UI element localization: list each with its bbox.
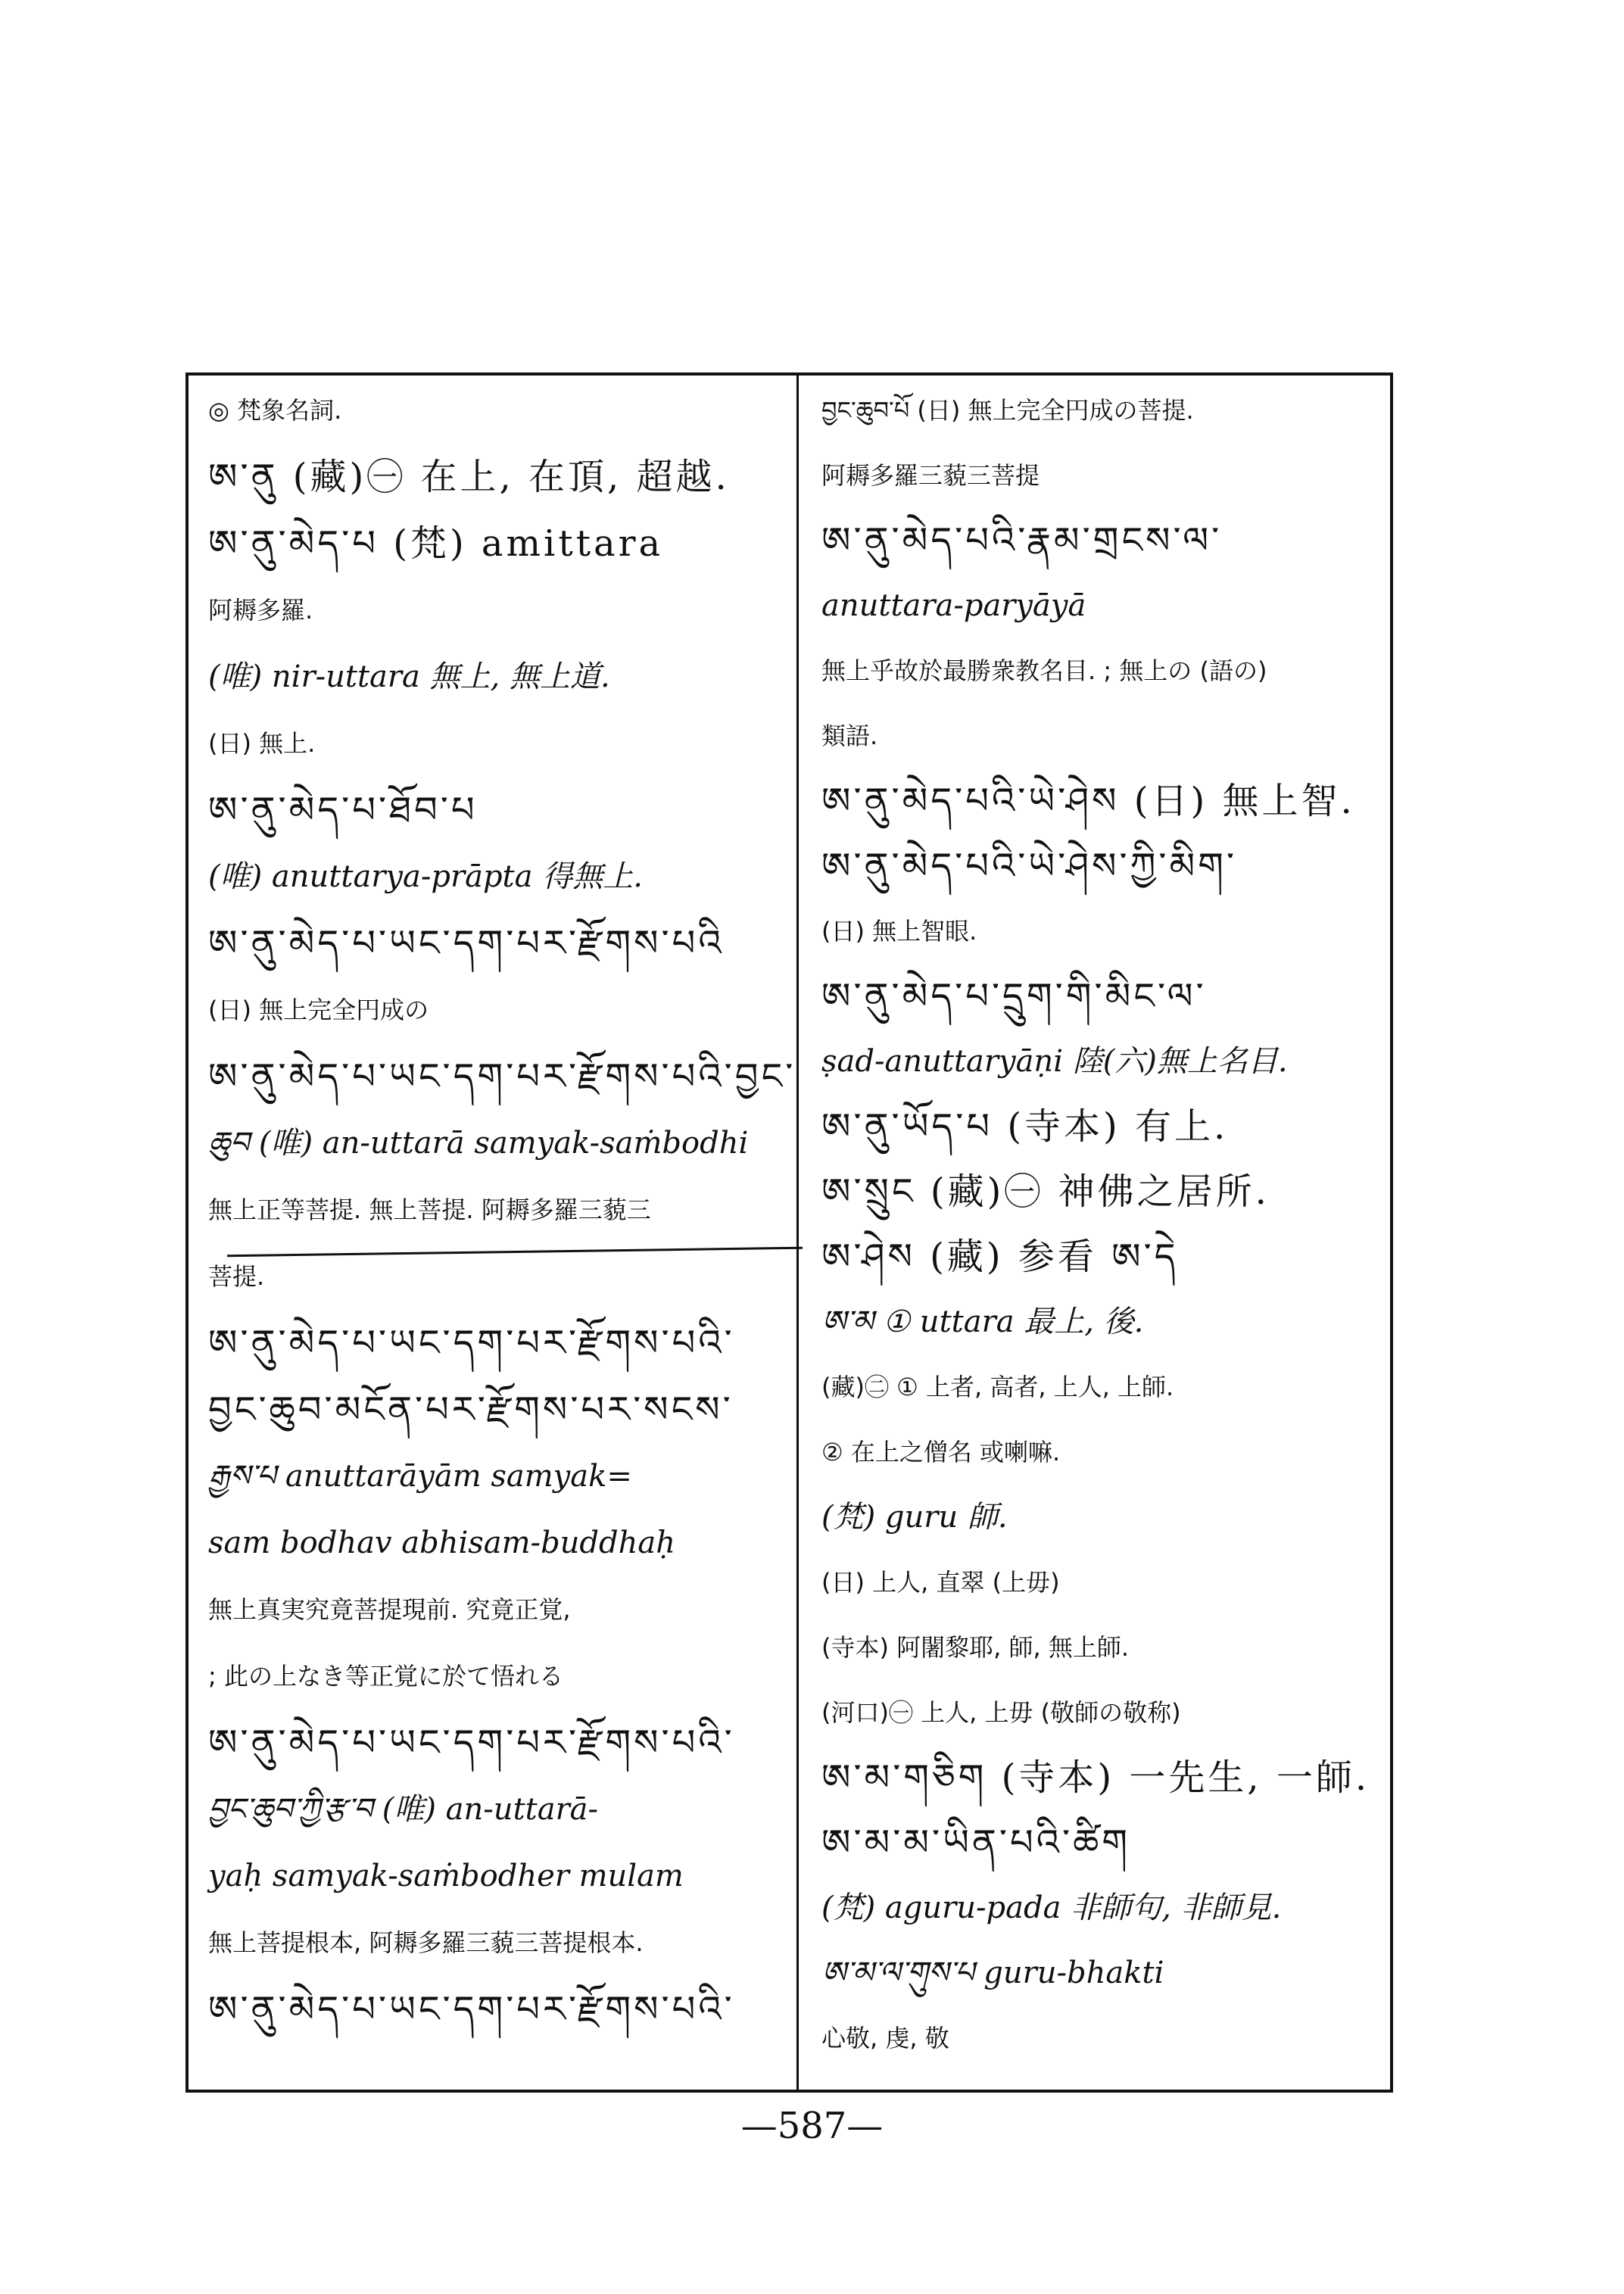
right-column-line: ཨ་ནུ་མེད་པ་དྲུག་གི་མིང་ལ་	[821, 975, 1207, 1018]
right-column-line: (日) 上人, 直翠 (上毋)	[821, 1568, 1060, 1597]
right-column-line: ཨ་ནུ་མེད་པའི་ཡེ་ཤེས (日) 無上智.	[821, 780, 1355, 822]
right-column-line: ② 在上之僧名 或喇嘛.	[821, 1438, 1061, 1466]
right-column-line: 類語.	[821, 722, 878, 750]
left-column-line: ཨ་ནུ་མེད་པ་ཡང་དག་པར་རྫོགས་པའི་བྱང་	[208, 1055, 796, 1098]
left-column-line: ཨ་ནུ་མེད་པ་ཡང་དག་པར་རྫོགས་པའི	[208, 922, 725, 965]
left-column-line: (日) 無上完全円成の	[208, 996, 429, 1024]
left-column-line: 菩提.	[208, 1262, 265, 1291]
right-column-line: ཨ་མ་ལ་གུས་པ guru-bhakti	[821, 1956, 1164, 1990]
right-column-line: ཨ་ནུ་ཡོད་པ (寺本) 有上.	[821, 1105, 1229, 1148]
right-column-line: ཨ་ནུ་མེད་པའི་ཡེ་ཤེས་ཀྱི་མིག་	[821, 845, 1238, 887]
right-column-line: ཨ་སྲུང (藏)㊀ 神佛之居所.	[821, 1170, 1270, 1213]
column-divider	[796, 372, 799, 2093]
right-column-line: ཨ་མ་གཅིག (寺本) 一先生, 一師.	[821, 1756, 1370, 1799]
left-column-line: 無上真実究竟菩提現前. 究竟正覚,	[208, 1595, 571, 1624]
left-column-line: ཨ་ནུ་མེད་པ་ཡང་དག་པར་རྫོགས་པའི་	[208, 1988, 735, 2031]
left-column-line: yaḥ samyak-saṁbodher mulam	[208, 1859, 684, 1893]
left-column-line: ཨ་ནུ་མེད་པ (梵) amittara	[208, 522, 664, 565]
left-column-line: (唯) anuttarya-prāpta 得無上.	[208, 859, 643, 894]
left-column-line: 無上菩提根本, 阿耨多羅三藐三菩提根本.	[208, 1928, 644, 1957]
right-column-line: ṣad-anuttaryāṇi 陸(六)無上名目.	[821, 1044, 1288, 1079]
left-column-line: ཆུབ (唯) an-uttarā samyak-saṁbodhi	[208, 1126, 749, 1161]
right-column-line: བྱང་ཆུབ་པོ (日) 無上完全円成の菩提.	[821, 396, 1194, 425]
left-column-line: ཨ་ནུ་མེད་པ་ཡང་དག་པར་རྫོགས་པའི་	[208, 1722, 735, 1764]
right-column-line: (梵) aguru-pada 非師句, 非師見.	[821, 1890, 1282, 1925]
left-column-line: བྱང་ཆུབ་མངོན་པར་རྫོགས་པར་སངས་	[208, 1389, 734, 1431]
right-column-line: (寺本) 阿闍黎耶, 師, 無上師.	[821, 1633, 1130, 1662]
left-column-line: 阿耨多羅.	[208, 596, 313, 625]
left-column-line: ; 此の上なき等正覚に於て悟れる	[208, 1662, 563, 1691]
right-column-line: 心敬, 虔, 敬	[821, 2024, 949, 2052]
right-column-line: (藏)㊁ ① 上者, 高者, 上人, 上師.	[821, 1373, 1174, 1401]
left-column-line: (日) 無上.	[208, 729, 316, 758]
page-frame	[185, 372, 1393, 2093]
left-column-line: ཨ་ནུ (藏)㊀ 在上, 在頂, 超越.	[208, 456, 730, 498]
right-column-line: ཨ་ཤེས (藏) 参看 ཨ་དེ	[821, 1236, 1179, 1278]
left-column-line: ཨ་ནུ་མེད་པ་ཡང་དག་པར་རྫོགས་པའི་	[208, 1322, 735, 1364]
left-column-line: རྒྱས་པ anuttarāyām samyak=	[208, 1459, 632, 1494]
right-column-line: (梵) guru 師.	[821, 1500, 1008, 1535]
right-column-line: ཨ་ནུ་མེད་པའི་རྣམ་གྲངས་ལ་	[821, 519, 1223, 562]
page-number: —587—	[740, 2105, 884, 2147]
right-column-line: ཨ་མ་མ་ཡིན་པའི་ཚིག	[821, 1822, 1131, 1864]
left-column-line: ཨ་ནུ་མེད་པ་ཐོབ་པ	[208, 789, 478, 831]
left-column-line: ◎ 梵象名詞.	[208, 396, 342, 425]
right-column-line: (河口)㊀ 上人, 上毋 (敬師の敬称)	[821, 1698, 1181, 1727]
right-column-line: ཨ་མ ① uttara 最上, 後.	[821, 1304, 1144, 1339]
left-column-line: (唯) nir-uttara 無上, 無上道.	[208, 659, 610, 694]
left-column-line: 無上正等菩提. 無上菩提. 阿耨多羅三藐三	[208, 1195, 651, 1224]
right-column-line: 阿耨多羅三藐三菩提	[821, 461, 1040, 490]
right-column-line: 無上乎故於最勝衆教名目. ; 無上の (語の)	[821, 656, 1267, 685]
left-column-line: བྱང་ཆུབ་ཀྱི་རྩ་བ (唯) an-uttarā-	[208, 1792, 599, 1827]
left-column-line: sam bodhav abhisam-buddhaḥ	[208, 1526, 676, 1560]
right-column-line: anuttara-paryāyā	[821, 588, 1086, 623]
right-column-line: (日) 無上智眼.	[821, 917, 977, 946]
